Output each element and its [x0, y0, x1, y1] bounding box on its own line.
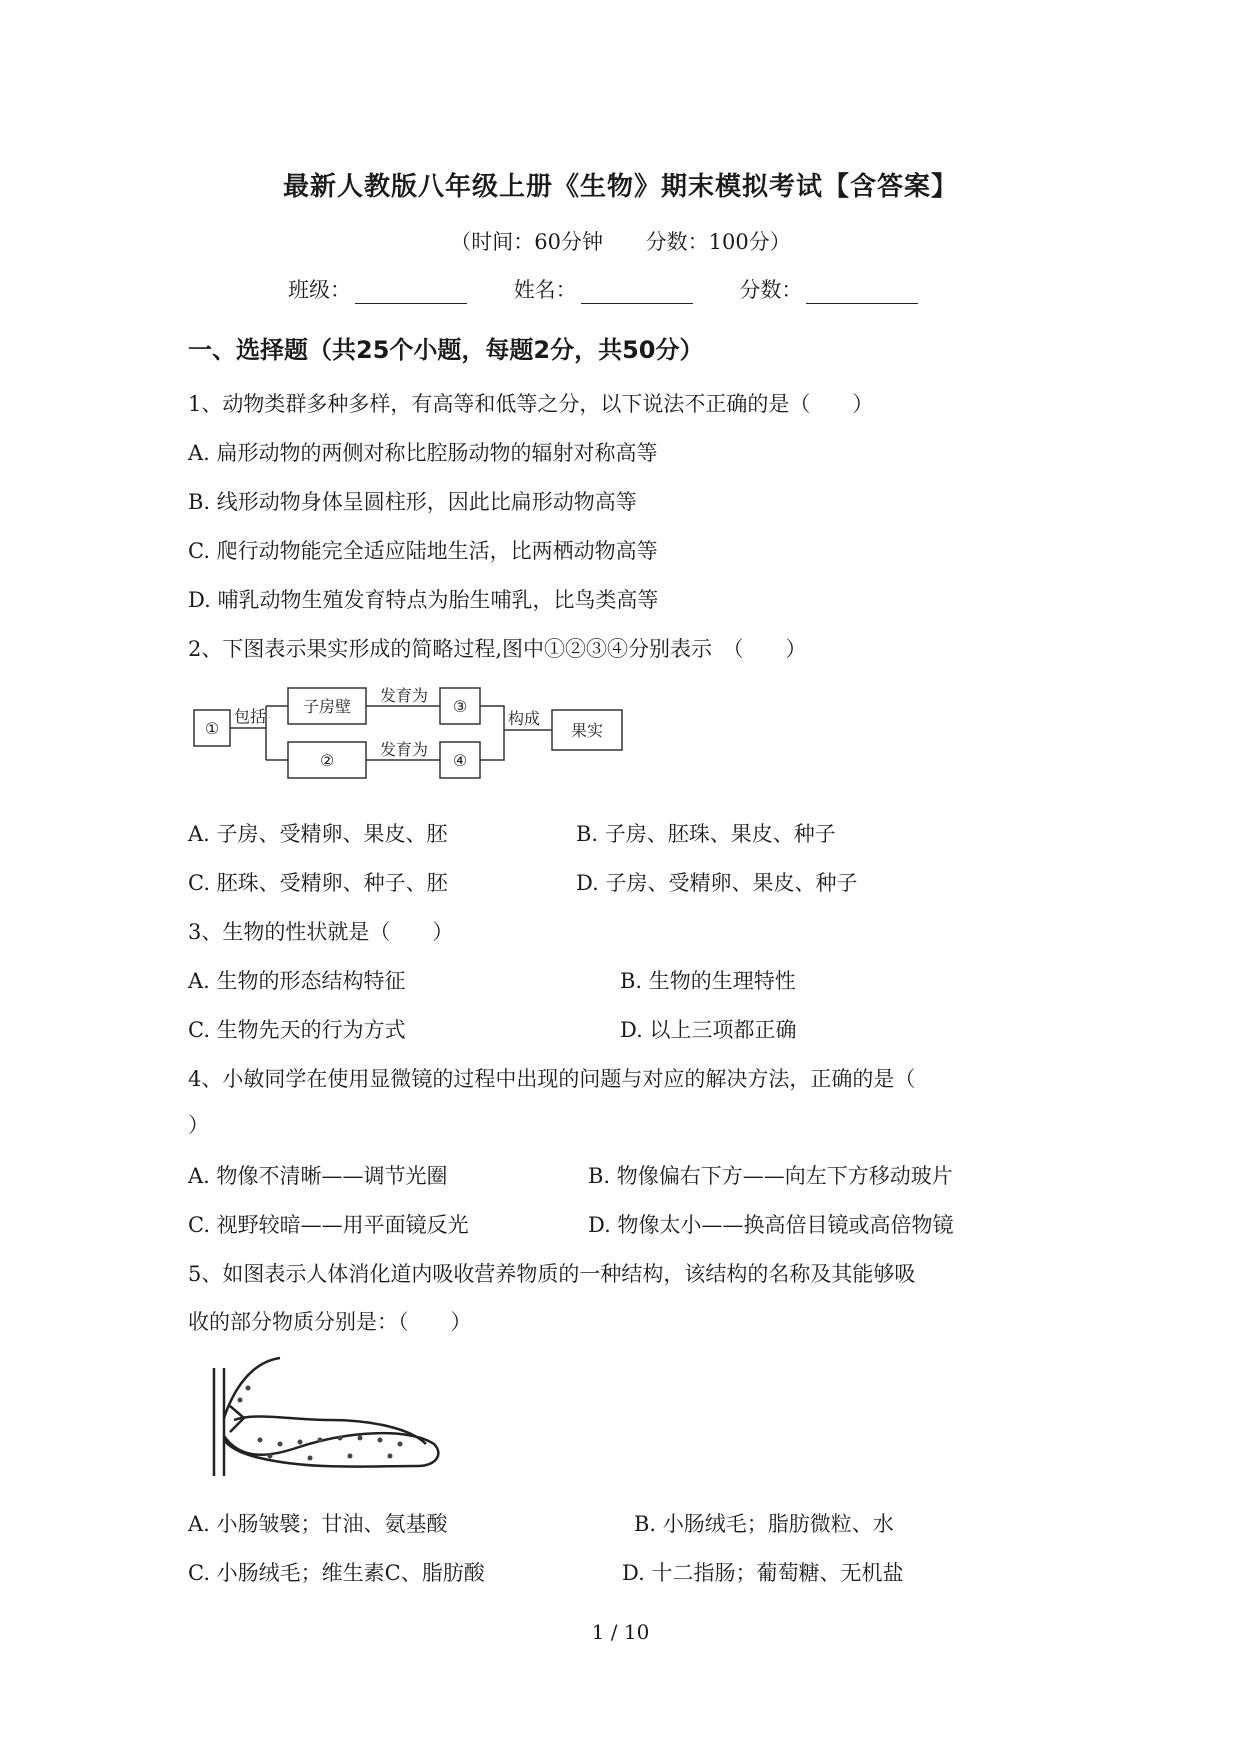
villus-illustration: [200, 1348, 450, 1483]
cell-dot: [388, 1454, 393, 1459]
page-number: 1 / 10: [591, 1620, 650, 1644]
total-score-info: 分数：100分）: [645, 230, 791, 254]
q5-stem-line1: 5、如图表示人体消化道内吸收营养物质的一种结构，该结构的名称及其能够吸: [188, 1262, 916, 1286]
cell-dot: [238, 1398, 243, 1403]
label-ovary-wall: 子房壁: [302, 697, 352, 716]
q5-stem-line2: 收的部分物质分别是：（ ）: [188, 1310, 472, 1334]
q2-option-a: A. 子房、受精卵、果皮、胚: [188, 822, 448, 846]
name-field: [514, 274, 693, 304]
score-field: [739, 274, 918, 304]
label-n4: ④: [452, 751, 468, 770]
exam-info: [0, 226, 1241, 256]
q2-option-b: B. 子房、胚珠、果皮、种子: [576, 822, 836, 846]
label-includes: 包括: [234, 707, 267, 726]
q5-option-d: D. 十二指肠；葡萄糖、无机盐: [622, 1561, 904, 1585]
label-n2: ②: [319, 751, 335, 770]
fruit-formation-diagram: [192, 686, 632, 794]
document-title: 最新人教版八年级上册《生物》期末模拟考试【含答案】: [282, 172, 958, 202]
label-fruit: 果实: [570, 721, 604, 740]
name-label: 姓名：: [513, 278, 577, 302]
q3-stem: 3、生物的性状就是（ ）: [188, 920, 454, 944]
cell-dot: [278, 1442, 283, 1447]
q2-option-c: C. 胚珠、受精卵、种子、胚: [188, 871, 448, 895]
cell-dot: [246, 1386, 251, 1391]
cell-dot: [358, 1436, 363, 1441]
q1-option-b: B. 线形动物身体呈圆柱形，因此比扁形动物高等: [188, 490, 637, 514]
score-blank[interactable]: [806, 281, 918, 304]
q3-option-d: D. 以上三项都正确: [620, 1018, 797, 1042]
cell-dot: [378, 1438, 383, 1443]
time-info: （时间：60分钟: [450, 230, 603, 254]
villus-body: [224, 1433, 438, 1466]
q4-option-c: C. 视野较暗——用平面镜反光: [188, 1213, 469, 1237]
class-blank[interactable]: [355, 281, 467, 304]
q3-option-a: A. 生物的形态结构特征: [188, 969, 406, 993]
q4-stem-line2: ）: [188, 1113, 209, 1137]
score-label: 分数：: [739, 278, 803, 302]
cell-dot: [298, 1440, 303, 1445]
q2-stem: 2、下图表示果实形成的简略过程,图中①②③④分别表示 （ ）: [188, 637, 807, 661]
q1-option-a: A. 扁形动物的两侧对称比腔肠动物的辐射对称高等: [188, 441, 658, 465]
q3-option-b: B. 生物的生理特性: [620, 969, 796, 993]
class-field: [288, 274, 467, 304]
q1-option-d: D. 哺乳动物生殖发育特点为胎生哺乳，比鸟类高等: [188, 588, 659, 612]
cell-dot: [318, 1438, 323, 1443]
q1-option-c: C. 爬行动物能完全适应陆地生活，比两栖动物高等: [188, 539, 658, 563]
q2-option-d: D. 子房、受精卵、果皮、种子: [576, 871, 858, 895]
q4-option-b: B. 物像偏右下方——向左下方移动玻片: [588, 1164, 953, 1188]
q4-option-d: D. 物像太小——换高倍目镜或高倍物镜: [588, 1213, 954, 1237]
name-blank[interactable]: [581, 281, 693, 304]
section-heading: 一、选择题（共25个小题，每题2分，共50分）: [188, 336, 704, 364]
cell-dot: [338, 1436, 343, 1441]
connector-line: [480, 706, 504, 760]
label-forms: 构成: [508, 709, 541, 728]
cell-dot: [398, 1442, 403, 1447]
class-label: 班级：: [288, 278, 351, 302]
q4-stem-line1: 4、小敏同学在使用显微镜的过程中出现的问题与对应的解决方法，正确的是（: [188, 1067, 916, 1091]
q3-option-c: C. 生物先天的行为方式: [188, 1018, 406, 1042]
label-develops-1: 发育为: [380, 686, 429, 705]
q1-stem: 1、动物类群多种多样，有高等和低等之分，以下说法不正确的是（ ）: [188, 392, 874, 416]
q4-option-a: A. 物像不清晰——调节光圈: [188, 1164, 448, 1188]
label-n1: ①: [204, 719, 220, 738]
cell-dot: [268, 1454, 273, 1459]
student-info-fields: [288, 274, 958, 304]
q5-option-c: C. 小肠绒毛；维生素C、脂肪酸: [188, 1561, 485, 1585]
q5-option-a: A. 小肠皱襞；甘油、氨基酸: [188, 1512, 448, 1536]
q5-option-b: B. 小肠绒毛；脂肪微粒、水: [634, 1512, 894, 1536]
label-n3: ③: [452, 697, 468, 716]
cell-dot: [348, 1454, 353, 1459]
cell-dot: [258, 1438, 263, 1443]
label-develops-2: 发育为: [380, 740, 429, 759]
cell-dot: [308, 1456, 313, 1461]
